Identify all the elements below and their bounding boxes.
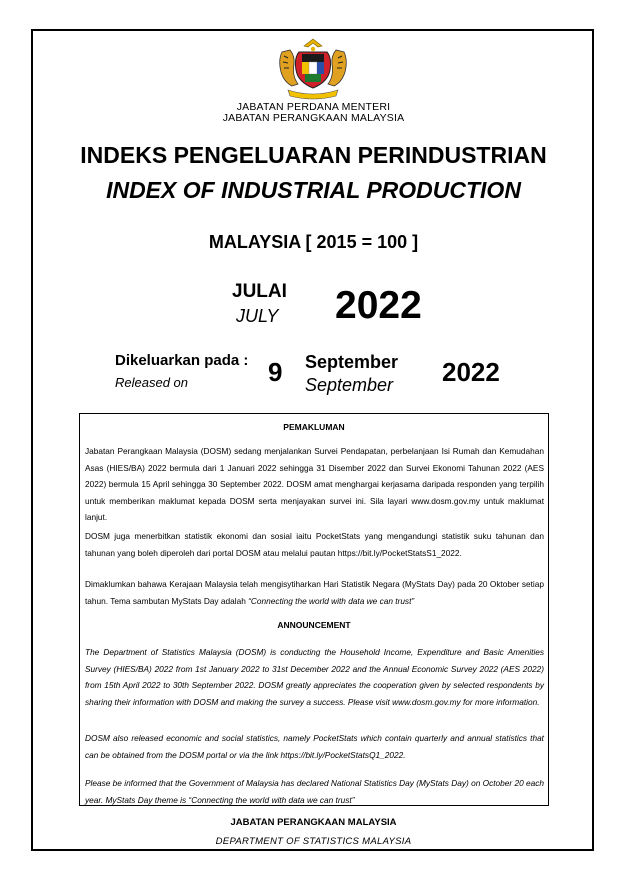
release-month-english: September bbox=[305, 375, 394, 395]
notice-paragraph-malay-3-text: Dimaklumkan bahawa Kerajaan Malaysia telah mengisytiharkan Hari Statistik Negara (MyStats Day) pada 20 Oktober setiap tahun. Tema sambutan MyStats Day adalah bbox=[85, 579, 544, 606]
agency-line-1: JABATAN PERDANA MENTERI bbox=[236, 101, 391, 113]
title-english: INDEX OF INDUSTRIAL PRODUCTION bbox=[106, 177, 521, 203]
agency-line-2: JABATAN PERANGKAAN MALAYSIA bbox=[222, 112, 405, 124]
notice-heading-malay: PEMAKLUMAN bbox=[283, 422, 345, 432]
release-year: 2022 bbox=[442, 357, 500, 387]
notice-paragraph-malay-1: Jabatan Perangkaan Malaysia (DOSM) sedang menjalankan Survei Pendapatan, perbelanjaan Isi Rumah dan Kemudahan Asas (HIES/BA) 2022 bermula dari 1 Januari 2022 sehingga 31 Disember 2022 dan Survei Ekonomi Tahunan 2022 (AES 2022) bermula 15 April sehingga 30 September 2022. DOSM amat menghargai kerjasama daripada responden yang terpilih untuk memberikan maklumat kepada DOSM serta menjayakan survei ini. Sila layari www.dosm.gov.my untuk maklumat lanjut. bbox=[85, 446, 544, 522]
notice-heading-english: ANNOUNCEMENT bbox=[277, 620, 351, 630]
release-month-malay: September bbox=[305, 352, 399, 372]
base-year-subtitle: MALAYSIA [ 2015 = 100 ] bbox=[208, 232, 419, 252]
release-label-english: Released on bbox=[115, 375, 188, 390]
notice-paragraph-english-1: The Department of Statistics Malaysia (DOSM) is conducting the Household Income, Expenditure and Basic Amenities Survey (HIES/BA) 2022 from 1st January 2022 to 31st December 2022 and the Annual Economic Survey 2022 (AES 2022) from 15th April 2022 to 30th September 2022. DOSM greatly appreciates the cooperation given by selected respondents by sharing their information with DOSM and making the survey a success. Please visit www.dosm.gov.my for more information. bbox=[85, 647, 544, 707]
footer-department-english: DEPARTMENT OF STATISTICS MALAYSIA bbox=[215, 836, 412, 847]
notice-paragraph-english-3: Please be informed that the Government of Malaysia has declared National Statistics Day (MyStats Day) on October 20 each year. MyStats Day theme is “Connecting the world with data we can trust” bbox=[85, 778, 544, 805]
reference-month-malay: JULAI bbox=[232, 281, 287, 302]
reference-month-english: JULY bbox=[236, 306, 279, 326]
release-label-malay: Dikeluarkan pada : bbox=[115, 352, 249, 369]
release-day: 9 bbox=[268, 357, 283, 387]
notice-box bbox=[79, 413, 549, 806]
notice-paragraph-malay-3 bbox=[85, 576, 544, 609]
coat-of-arms-icon bbox=[272, 38, 354, 100]
notice-paragraph-malay-2: DOSM juga menerbitkan statistik ekonomi dan sosial iaitu PocketStats yang mengandungi statistik suku tahunan dan tahunan yang boleh diperoleh dari portal DOSM atau melalui pautan https://bit.ly/PocketStatsS1_2022. bbox=[85, 531, 544, 558]
notice-paragraph-english-2: DOSM also released economic and social statistics, namely PocketStats which contain quarterly and annual statistics that can be obtained from the DOSM portal or via the link https://bit.ly/PocketStatsQ1_2022. bbox=[85, 733, 544, 760]
footer-department-malay: JABATAN PERANGKAAN MALAYSIA bbox=[230, 817, 397, 828]
title-malay: INDEKS PENGELUARAN PERINDUSTRIAN bbox=[80, 142, 547, 168]
reference-year: 2022 bbox=[335, 284, 422, 327]
mystats-theme-malay: “Connecting the world with data we can trust” bbox=[248, 595, 415, 606]
